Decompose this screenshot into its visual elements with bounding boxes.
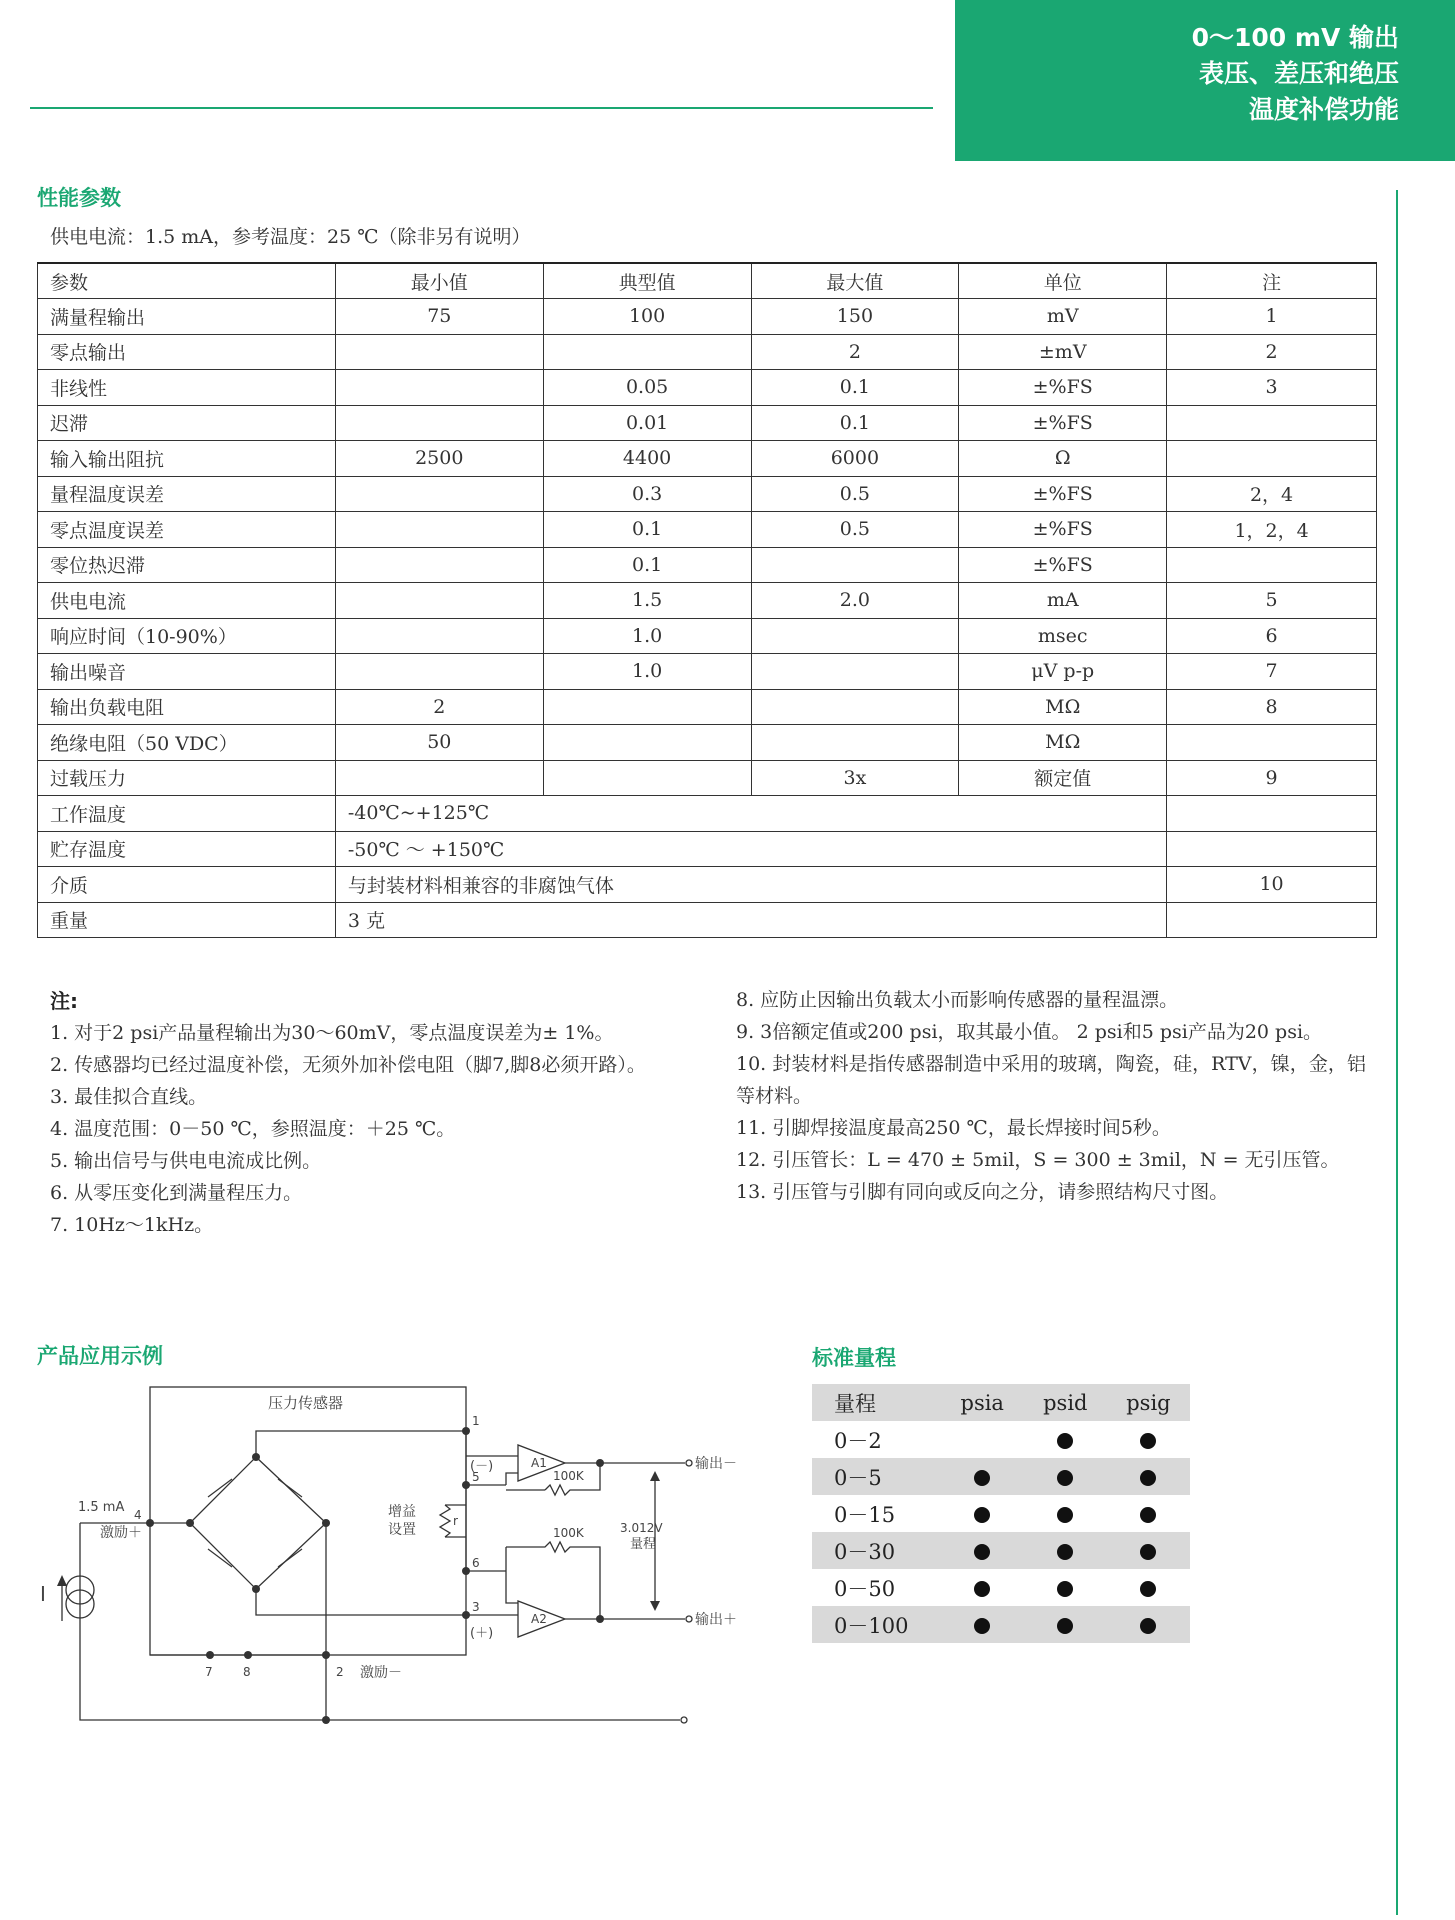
note-item: 8. 应防止因输出负载太小而影响传感器的量程温漂。 <box>736 989 1179 1011</box>
range-psia-cell <box>941 1421 1024 1458</box>
spec-cell <box>335 654 543 690</box>
range-label: 0－5 <box>812 1458 941 1495</box>
resistor-1-label: 100K <box>553 1469 584 1483</box>
spec-row <box>38 583 1377 619</box>
spec-cell: 零点输出 <box>38 334 336 370</box>
spec-cell: 0.05 <box>543 370 751 406</box>
spec-row <box>38 299 1377 335</box>
range-psia-cell <box>941 1569 1024 1606</box>
range-psia-cell <box>941 1495 1024 1532</box>
range-psia-cell <box>941 1606 1024 1643</box>
spec-cell <box>335 618 543 654</box>
spec-table <box>37 262 1377 938</box>
current-label: 1.5 mA <box>78 1500 125 1515</box>
spec-cell: 0.1 <box>751 405 959 441</box>
available-dot-icon <box>974 1581 990 1597</box>
range-psig-cell <box>1107 1495 1190 1532</box>
spec-span-cell: -40℃~+125℃ <box>335 796 1166 832</box>
header-divider <box>30 107 933 109</box>
spec-row <box>38 547 1377 583</box>
spec-cell: MΩ <box>959 689 1167 725</box>
spec-row <box>38 654 1377 690</box>
spec-cell: 0.5 <box>751 476 959 512</box>
pin-7: 7 <box>205 1665 213 1679</box>
spec-cell: ±mV <box>959 334 1167 370</box>
available-dot-icon <box>1140 1544 1156 1560</box>
pin-5: 5 <box>472 1470 480 1484</box>
spec-cell: 6000 <box>751 441 959 477</box>
range-label: 0－50 <box>834 1576 896 1601</box>
spec-cell: 0.1 <box>543 547 751 583</box>
spec-cell <box>543 334 751 370</box>
side-divider <box>1396 190 1398 1915</box>
spec-cell: 8 <box>1167 689 1377 725</box>
spec-cell: 75 <box>335 299 543 335</box>
spec-cell: 供电电流 <box>38 583 336 619</box>
spec-cell: 介质 <box>38 867 336 903</box>
performance-subtitle: 供电电流：1.5 mA，参考温度：25 ℃（除非另有说明） <box>50 226 531 248</box>
spec-cell <box>335 370 543 406</box>
spec-row <box>38 689 1377 725</box>
header-line-3: 温度补偿功能 <box>1248 95 1399 124</box>
spec-header-cell: 最大值 <box>751 263 959 299</box>
spec-cell: 150 <box>751 299 959 335</box>
available-dot-icon <box>1140 1507 1156 1523</box>
range-label: 0－2 <box>834 1428 882 1453</box>
spec-cell: 7 <box>1167 654 1377 690</box>
spec-cell: 0.5 <box>751 512 959 548</box>
spec-cell: msec <box>959 618 1167 654</box>
spec-cell: ±%FS <box>959 512 1167 548</box>
spec-row <box>38 476 1377 512</box>
spec-row <box>38 618 1377 654</box>
note-item: 13. 引压管与引脚有同向或反向之分，请参照结构尺寸图。 <box>736 1181 1229 1203</box>
spec-cell: 0.01 <box>543 405 751 441</box>
spec-cell: 零位热迟滞 <box>38 547 336 583</box>
ranges-header-cell: psid <box>1024 1384 1107 1421</box>
spec-cell: 贮存温度 <box>38 831 336 867</box>
spec-row <box>38 441 1377 477</box>
ranges-row <box>812 1606 1190 1643</box>
range-psig-cell <box>1107 1532 1190 1569</box>
spec-span-cell: 3 克 <box>335 902 1166 938</box>
pin-2: 2 <box>336 1665 344 1679</box>
available-dot-icon <box>1057 1618 1073 1634</box>
header-line-2: 表压、差压和绝压 <box>1198 59 1399 88</box>
note-item: 7. 10Hz～1kHz。 <box>50 1214 214 1236</box>
spec-span-cell: 与封装材料相兼容的非腐蚀气体 <box>335 867 1166 903</box>
spec-row <box>38 512 1377 548</box>
spec-cell <box>751 618 959 654</box>
spec-cell: 0.3 <box>543 476 751 512</box>
spec-cell: 重量 <box>38 902 336 938</box>
gain-r-label: r <box>453 1514 458 1528</box>
spec-cell: 100 <box>543 299 751 335</box>
spec-cell: 迟滞 <box>38 405 336 441</box>
range-word-label: 量程 <box>630 1537 657 1552</box>
range-label: 0－100 <box>812 1606 941 1643</box>
range-psid-cell <box>1024 1495 1107 1532</box>
ranges-title: 标准量程 <box>812 1346 896 1370</box>
spec-header-cell: 典型值 <box>543 263 751 299</box>
spec-cell: 2 <box>1167 334 1377 370</box>
spec-cell <box>543 725 751 761</box>
range-psia-cell <box>941 1458 1024 1495</box>
spec-cell: 输入输出阻抗 <box>38 441 336 477</box>
spec-cell: MΩ <box>959 725 1167 761</box>
spec-cell: 1.5 <box>543 583 751 619</box>
spec-cell: ±%FS <box>959 370 1167 406</box>
note-item: 4. 温度范围：0－50 ℃，参照温度：＋25 ℃。 <box>50 1118 456 1140</box>
range-psid-cell <box>1024 1569 1107 1606</box>
spec-cell: 6 <box>1167 618 1377 654</box>
spec-span-row <box>38 902 1377 938</box>
spec-cell <box>1167 441 1377 477</box>
range-voltage-label: 3.012V <box>620 1521 663 1535</box>
available-dot-icon <box>1057 1581 1073 1597</box>
range-psia-cell <box>941 1532 1024 1569</box>
spec-cell: μV p-p <box>959 654 1167 690</box>
pin-1: 1 <box>472 1414 480 1428</box>
ranges-row <box>812 1458 1190 1495</box>
spec-cell: 额定值 <box>959 760 1167 796</box>
note-item: 3. 最佳拟合直线。 <box>50 1086 208 1108</box>
spec-cell: 10 <box>1167 867 1377 903</box>
spec-cell: 2500 <box>335 441 543 477</box>
spec-cell <box>543 760 751 796</box>
spec-cell: 3 <box>1167 370 1377 406</box>
ranges-header-cell: psig <box>1107 1384 1190 1421</box>
note-item: 1. 对于2 psi产品量程输出为30～60mV，零点温度误差为± 1%。 <box>50 1022 614 1044</box>
note-item: 6. 从零压变化到满量程压力。 <box>50 1182 303 1204</box>
spec-cell: 满量程输出 <box>38 299 336 335</box>
application-title: 产品应用示例 <box>37 1344 163 1368</box>
range-psig-cell <box>1107 1606 1190 1643</box>
ranges-row <box>812 1495 1190 1532</box>
range-psig-cell <box>1107 1458 1190 1495</box>
spec-row <box>38 760 1377 796</box>
spec-cell: 过载压力 <box>38 760 336 796</box>
spec-cell: 1.0 <box>543 654 751 690</box>
spec-cell: 1 <box>1167 299 1377 335</box>
spec-cell <box>335 405 543 441</box>
range-label: 0－30 <box>812 1532 941 1569</box>
spec-cell: 2 <box>751 334 959 370</box>
available-dot-icon <box>974 1507 990 1523</box>
spec-cell <box>751 547 959 583</box>
spec-cell: 1.0 <box>543 618 751 654</box>
spec-cell <box>751 689 959 725</box>
minus-input-label: (－) <box>470 1459 494 1474</box>
pin-8: 8 <box>243 1665 251 1679</box>
notes-right-column <box>736 984 1366 1208</box>
available-dot-icon <box>974 1470 990 1486</box>
spec-cell: ±%FS <box>959 405 1167 441</box>
spec-cell: 9 <box>1167 760 1377 796</box>
spec-cell <box>335 547 543 583</box>
note-item: 2. 传感器均已经过温度补偿，无须外加补偿电阻（脚7,脚8必须开路）。 <box>50 1054 646 1076</box>
spec-cell: 3x <box>751 760 959 796</box>
sensor-label: 压力传感器 <box>268 1394 344 1412</box>
ranges-table <box>812 1384 1190 1643</box>
plus-input-label: (＋) <box>470 1626 494 1641</box>
spec-cell: ±%FS <box>959 547 1167 583</box>
spec-cell: 1，2，4 <box>1167 512 1377 548</box>
ranges-table-body <box>812 1384 1190 1643</box>
spec-cell: 绝缘电阻（50 VDC） <box>38 725 336 761</box>
spec-row <box>38 405 1377 441</box>
note-item: 11. 引脚焊接温度最高250 ℃，最长焊接时间5秒。 <box>736 1117 1171 1139</box>
spec-cell: Ω <box>959 441 1167 477</box>
excite-minus-label: 激励－ <box>360 1665 402 1681</box>
spec-cell: 0.1 <box>751 370 959 406</box>
spec-row <box>38 370 1377 406</box>
note-item: 5. 输出信号与供电电流成比例。 <box>50 1150 322 1172</box>
spec-row <box>38 725 1377 761</box>
ranges-row <box>812 1421 1190 1458</box>
spec-span-row <box>38 867 1377 903</box>
spec-cell <box>1167 547 1377 583</box>
source-label: I <box>40 1582 46 1606</box>
spec-cell <box>1167 831 1377 867</box>
header-banner <box>955 0 1455 161</box>
spec-cell <box>1167 796 1377 832</box>
spec-cell: 输出噪音 <box>38 654 336 690</box>
spec-span-cell: -50℃ ～ +150℃ <box>335 831 1166 867</box>
range-psig-cell <box>1107 1569 1190 1606</box>
spec-header-cell: 注 <box>1167 263 1377 299</box>
spec-table-body <box>38 263 1377 938</box>
spec-cell: 量程温度误差 <box>38 476 336 512</box>
range-psid-cell <box>1024 1532 1107 1569</box>
spec-cell: 零点温度误差 <box>38 512 336 548</box>
spec-cell: 5 <box>1167 583 1377 619</box>
header-line-1: 0～100 mV 输出 <box>1191 23 1399 52</box>
spec-cell: 响应时间（10-90%） <box>38 618 336 654</box>
spec-span-row <box>38 831 1377 867</box>
available-dot-icon <box>1140 1618 1156 1634</box>
spec-header-cell: 单位 <box>959 263 1167 299</box>
excite-plus-label: 激励＋ <box>100 1525 142 1541</box>
output-minus-label: 输出－ <box>695 1456 737 1472</box>
spec-cell <box>335 760 543 796</box>
spec-cell <box>1167 902 1377 938</box>
range-psid-cell <box>1024 1421 1107 1458</box>
spec-span-row <box>38 796 1377 832</box>
available-dot-icon <box>1140 1470 1156 1486</box>
pin-3: 3 <box>472 1600 480 1614</box>
spec-cell: 2.0 <box>751 583 959 619</box>
note-item: 12. 引压管长：L = 470 ± 5mil，S = 300 ± 3mil，N = 无引压管。 <box>736 1149 1340 1171</box>
range-psid-cell <box>1024 1606 1107 1643</box>
range-psid-cell <box>1024 1458 1107 1495</box>
note-item: 10. 封装材料是指传感器制造中采用的玻璃，陶瓷，硅，RTV，镍，金，铝等材料。 <box>736 1053 1366 1107</box>
notes-title: 注: <box>50 989 78 1013</box>
ranges-header-row <box>812 1384 1190 1421</box>
spec-cell: 50 <box>335 725 543 761</box>
spec-cell: 0.1 <box>543 512 751 548</box>
output-plus-label: 输出＋ <box>695 1612 737 1628</box>
pin-4: 4 <box>134 1508 142 1522</box>
spec-cell <box>335 334 543 370</box>
spec-cell <box>543 689 751 725</box>
spec-cell <box>335 583 543 619</box>
spec-row <box>38 334 1377 370</box>
amp-2-label: A2 <box>531 1612 547 1626</box>
available-dot-icon <box>1140 1433 1156 1449</box>
ranges-row <box>812 1532 1190 1569</box>
spec-cell: mV <box>959 299 1167 335</box>
spec-cell: 工作温度 <box>38 796 336 832</box>
notes-left-column <box>50 1017 710 1241</box>
range-psig-cell <box>1107 1421 1190 1458</box>
gain-label-1: 增益 <box>388 1504 416 1520</box>
circuit-diagram <box>40 1375 737 1735</box>
spec-cell: ±%FS <box>959 476 1167 512</box>
available-dot-icon <box>1140 1581 1156 1597</box>
note-item: 9. 3倍额定值或200 psi，取其最小值。 2 psi和5 psi产品为20 psi。 <box>736 1021 1323 1043</box>
spec-cell <box>335 512 543 548</box>
range-label: 0－15 <box>834 1502 896 1527</box>
spec-cell <box>751 654 959 690</box>
pin-6: 6 <box>472 1556 480 1570</box>
spec-cell <box>1167 405 1377 441</box>
available-dot-icon <box>1057 1507 1073 1523</box>
amp-1-label: A1 <box>531 1456 547 1470</box>
spec-header-cell: 最小值 <box>335 263 543 299</box>
spec-cell <box>1167 725 1377 761</box>
available-dot-icon <box>974 1544 990 1560</box>
available-dot-icon <box>1057 1470 1073 1486</box>
spec-cell: 输出负载电阻 <box>38 689 336 725</box>
ranges-header-cell: 量程 <box>812 1384 941 1421</box>
available-dot-icon <box>1057 1544 1073 1560</box>
available-dot-icon <box>974 1618 990 1634</box>
performance-title: 性能参数 <box>37 186 121 210</box>
spec-cell <box>335 476 543 512</box>
resistor-2-label: 100K <box>553 1526 584 1540</box>
ranges-header-cell: psia <box>941 1384 1024 1421</box>
spec-cell: 非线性 <box>38 370 336 406</box>
spec-cell: 4400 <box>543 441 751 477</box>
spec-cell: mA <box>959 583 1167 619</box>
spec-header-cell: 参数 <box>38 263 336 299</box>
ranges-row <box>812 1569 1190 1606</box>
available-dot-icon <box>1057 1433 1073 1449</box>
spec-cell: 2，4 <box>1167 476 1377 512</box>
spec-header-row <box>38 263 1377 299</box>
spec-cell: 2 <box>335 689 543 725</box>
gain-label-2: 设置 <box>388 1522 416 1538</box>
spec-cell <box>751 725 959 761</box>
